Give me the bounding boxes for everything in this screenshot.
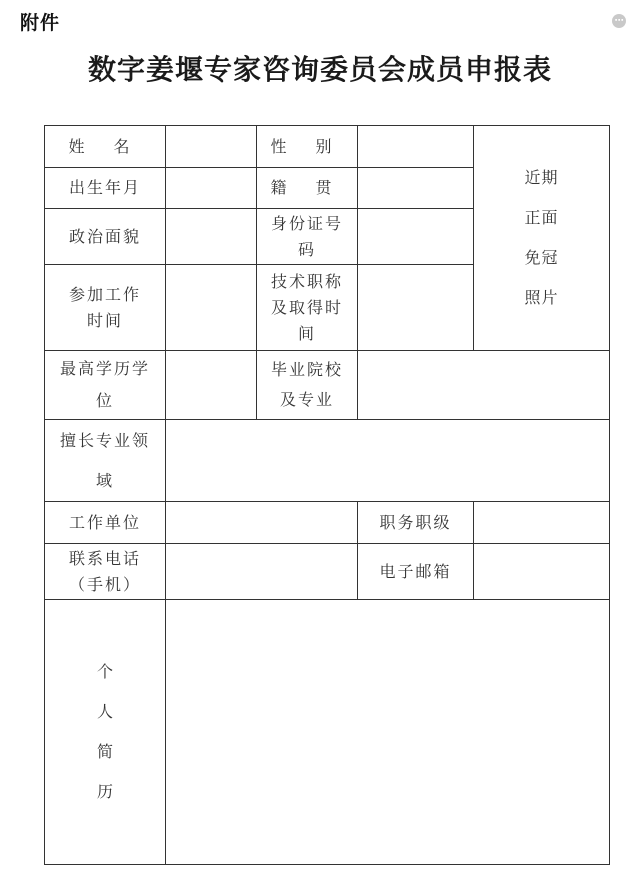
resume-field[interactable] <box>166 600 610 865</box>
email-field[interactable] <box>474 544 610 600</box>
form-row-expertise <box>45 420 610 502</box>
form-row-resume <box>45 600 610 865</box>
degree-label: 最高学历学位 <box>45 351 166 420</box>
form-row-phone <box>45 544 610 600</box>
school-label: 毕业院校及专业 <box>257 351 358 420</box>
name-label: 姓 名 <box>45 126 166 168</box>
work-start-label: 参加工作时间 <box>45 265 166 351</box>
birth-field[interactable] <box>166 168 257 209</box>
position-label: 职务职级 <box>358 502 474 544</box>
employer-field[interactable] <box>166 502 358 544</box>
id-number-field[interactable] <box>358 209 474 265</box>
degree-field[interactable] <box>166 351 257 420</box>
gender-label: 性 别 <box>257 126 358 168</box>
application-form-table <box>44 125 610 865</box>
employer-label: 工作单位 <box>45 502 166 544</box>
native-field[interactable] <box>358 168 474 209</box>
document-title: 数字姜堰专家咨询委员会成员申报表 <box>87 53 552 86</box>
technical-title-field[interactable] <box>358 265 474 351</box>
birth-label: 出生年月 <box>45 168 166 209</box>
photo-label: 近期正面免冠照片 <box>524 168 559 307</box>
school-field[interactable] <box>358 351 610 420</box>
email-label: 电子邮箱 <box>358 544 474 600</box>
work-start-field[interactable] <box>166 265 257 351</box>
form-row-employer <box>45 502 610 544</box>
expertise-field[interactable] <box>166 420 610 502</box>
id-number-label: 身份证号码 <box>257 209 358 265</box>
attachment-label: 附件 <box>20 12 61 34</box>
position-field[interactable] <box>474 502 610 544</box>
menu-icon[interactable]: ⋯ <box>612 14 626 28</box>
gender-field[interactable] <box>358 126 474 168</box>
phone-label: 联系电话（手机） <box>45 544 166 600</box>
technical-title-label: 技术职称及取得时间 <box>257 265 358 351</box>
expertise-label: 擅长专业领域 <box>45 420 166 502</box>
political-field[interactable] <box>166 209 257 265</box>
native-label: 籍 贯 <box>257 168 358 209</box>
phone-field[interactable] <box>166 544 358 600</box>
resume-label: 个人简历 <box>45 600 166 865</box>
form-row-name <box>45 126 610 168</box>
political-label: 政治面貌 <box>45 209 166 265</box>
photo-box[interactable] <box>474 126 610 351</box>
form-row-degree <box>45 351 610 420</box>
name-field[interactable] <box>166 126 257 168</box>
